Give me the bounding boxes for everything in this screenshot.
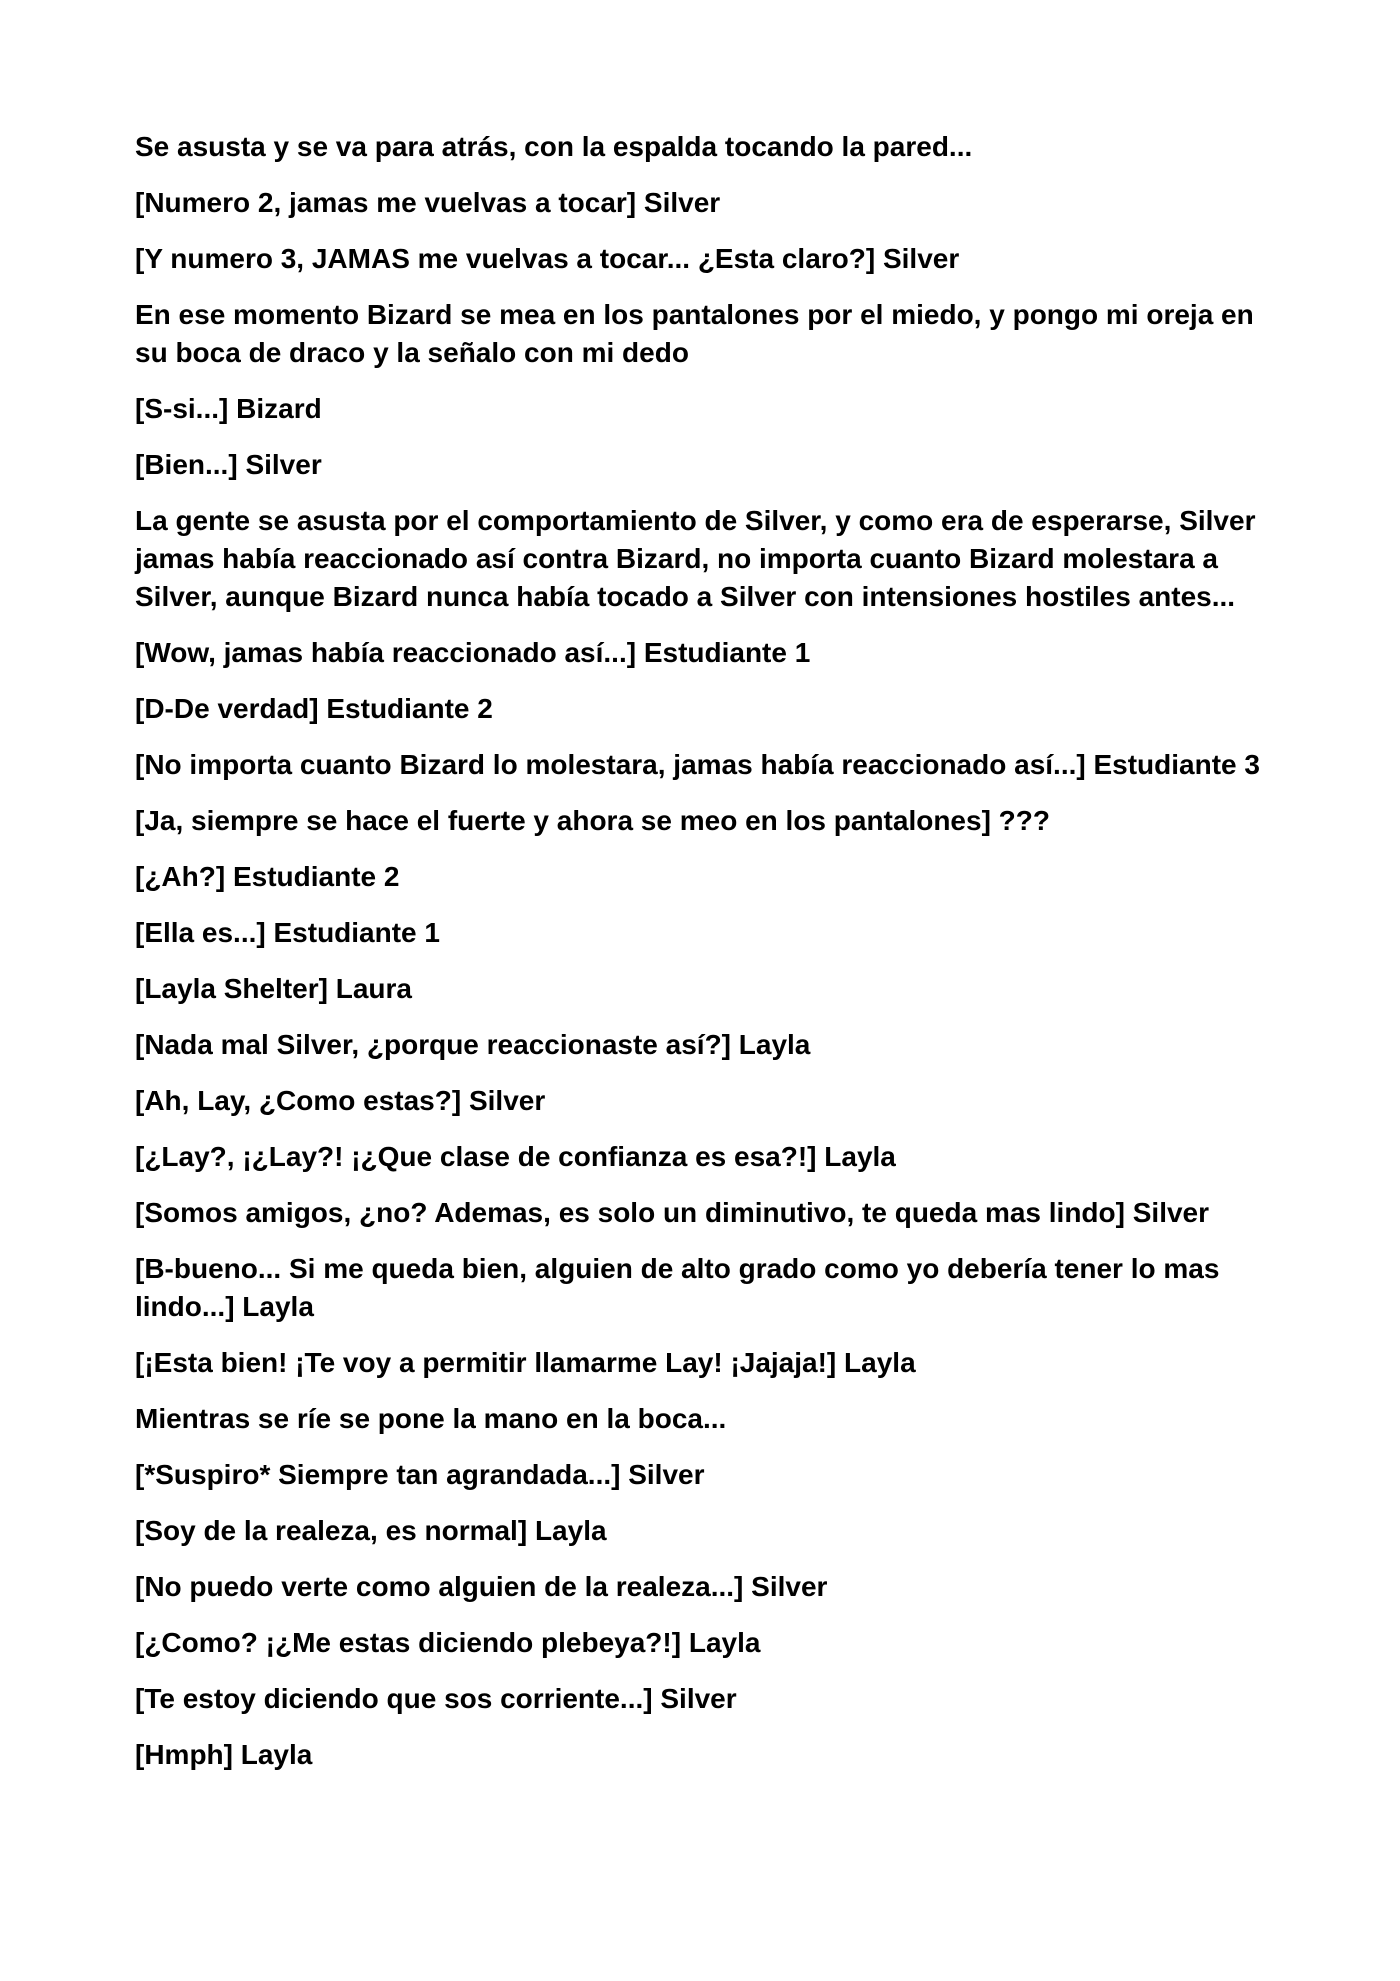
paragraph: [Te estoy diciendo que sos corriente...] Silver — [135, 1683, 737, 1714]
paragraph: [No puedo verte como alguien de la realeza...] Silver — [135, 1571, 828, 1602]
paragraph: [Y numero 3, JAMAS me vuelvas a tocar... ¿Esta claro?] Silver — [135, 243, 960, 274]
paragraph: [¿Lay?, ¡¿Lay?! ¡¿Que clase de confianza es esa?!] Layla — [135, 1141, 896, 1172]
paragraph: [¡Esta bien! ¡Te voy a permitir llamarme Lay! ¡Jajaja!] Layla — [135, 1347, 916, 1378]
paragraph: [Ja, siempre se hace el fuerte y ahora se meo en los pantalones] ??? — [135, 805, 1050, 836]
document-body — [135, 128, 1275, 1792]
paragraph: [Soy de la realeza, es normal] Layla — [135, 1515, 607, 1546]
paragraph: [Ella es...] Estudiante 1 — [135, 917, 440, 948]
paragraph: [Layla Shelter] Laura — [135, 973, 412, 1004]
paragraph: La gente se asusta por el comportamiento de Silver, y como era de esperarse, Silver jamas había reaccionado así contra Bizard, no importa cuanto Bizard molestara a Silver, aunque Bizard nunca había tocado a Silver con intensiones hostiles antes... — [135, 505, 1256, 612]
paragraph: [¿Ah?] Estudiante 2 — [135, 861, 400, 892]
paragraph: [Ah, Lay, ¿Como estas?] Silver — [135, 1085, 546, 1116]
paragraph: [S-si...] Bizard — [135, 393, 322, 424]
paragraph: [¿Como? ¡¿Me estas diciendo plebeya?!] Layla — [135, 1627, 761, 1658]
paragraph: [No importa cuanto Bizard lo molestara, jamas había reaccionado así...] Estudiante 3 — [135, 749, 1260, 780]
paragraph: [Bien...] Silver — [135, 449, 322, 480]
paragraph: [*Suspiro* Siempre tan agrandada...] Silver — [135, 1459, 705, 1490]
paragraph: [D-De verdad] Estudiante 2 — [135, 693, 493, 724]
paragraph: [Hmph] Layla — [135, 1739, 313, 1770]
paragraph: En ese momento Bizard se mea en los pantalones por el miedo, y pongo mi oreja en su boca de draco y la señalo con mi dedo — [135, 299, 1254, 368]
paragraph: Se asusta y se va para atrás, con la espalda tocando la pared... — [135, 131, 973, 162]
paragraph: Mientras se ríe se pone la mano en la boca... — [135, 1403, 727, 1434]
paragraph: [Somos amigos, ¿no? Ademas, es solo un diminutivo, te queda mas lindo] Silver — [135, 1197, 1210, 1228]
paragraph: [Numero 2, jamas me vuelvas a tocar] Silver — [135, 187, 721, 218]
paragraph: [B-bueno... Si me queda bien, alguien de alto grado como yo debería tener lo mas lindo...] Layla — [135, 1253, 1220, 1322]
paragraph: [Nada mal Silver, ¿porque reaccionaste así?] Layla — [135, 1029, 811, 1060]
paragraph: [Wow, jamas había reaccionado así...] Estudiante 1 — [135, 637, 811, 668]
